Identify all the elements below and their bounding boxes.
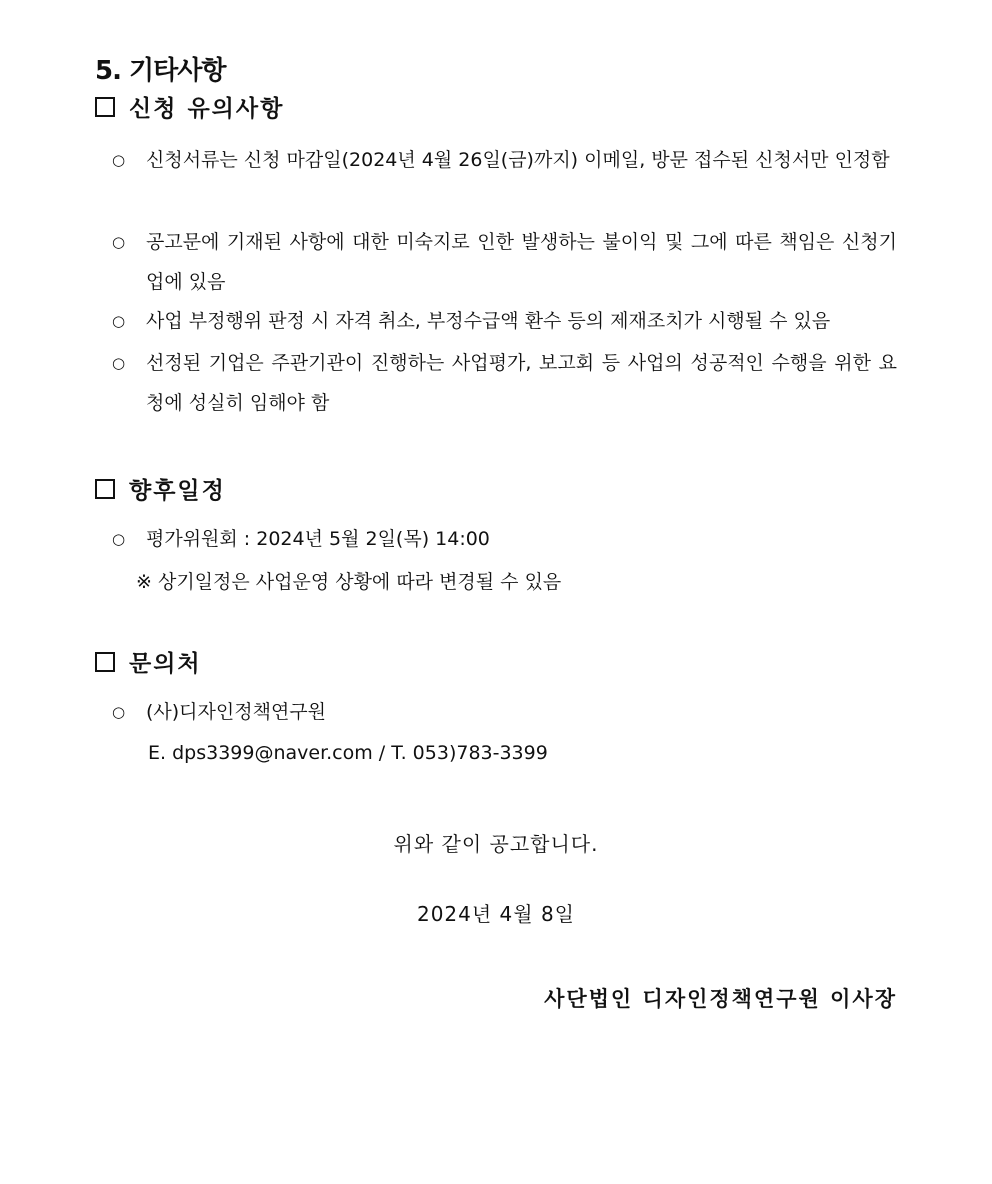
checkbox-square-icon (95, 652, 115, 672)
schedule-title-label: 향후일정 (129, 478, 226, 504)
schedule-note: ※ 상기일정은 사업운영 상황에 따라 변경될 수 있음 (136, 571, 562, 593)
section-heading: 5. 기타사항 (95, 56, 226, 86)
circle-bullet-icon: ○ (112, 354, 126, 372)
notice-item-4: 선정된 기업은 주관기관이 진행하는 사업평가, 보고회 등 사업의 성공적인 수행을 위한 요청에 성실히 임해야 함 (146, 352, 897, 414)
circle-bullet-icon: ○ (112, 151, 126, 169)
notice-item-3: 사업 부정행위 판정 시 자격 취소, 부정수급액 환수 등의 제재조치가 시행될 수 있음 (146, 310, 831, 332)
contact-org: (사)디자인정책연구원 (146, 701, 327, 723)
list-item (112, 140, 897, 180)
list-item (112, 222, 897, 302)
notice-item-1: 신청서류는 신청 마감일(2024년 4월 26일(금)까지) 이메일, 방문 접수된 신청서만 인정함 (146, 149, 890, 171)
contact-title-label: 문의처 (129, 651, 202, 677)
circle-bullet-icon: ○ (112, 233, 126, 251)
checkbox-square-icon (95, 479, 115, 499)
notice-title-label: 신청 유의사항 (129, 96, 285, 122)
checkbox-square-icon (95, 97, 115, 117)
list-item (112, 692, 897, 732)
notice-section-title (95, 90, 284, 123)
list-item (112, 519, 897, 559)
list-item (112, 301, 897, 341)
circle-bullet-icon: ○ (112, 312, 126, 330)
circle-bullet-icon: ○ (112, 703, 126, 721)
schedule-section-title (95, 472, 226, 505)
list-item (112, 343, 897, 423)
contact-detail: E. dps3399@naver.com / T. 053)783-3399 (148, 742, 548, 764)
circle-bullet-icon: ○ (112, 530, 126, 548)
closing-date: 2024년 4월 8일 (416, 902, 576, 926)
signature: 사단법인 디자인정책연구원 이사장 (544, 987, 897, 1011)
schedule-item: 평가위원회 : 2024년 5월 2일(목) 14:00 (146, 528, 490, 550)
closing-statement: 위와 같이 공고합니다. (393, 832, 599, 856)
contact-section-title (95, 645, 202, 678)
notice-item-2: 공고문에 기재된 사항에 대한 미숙지로 인한 발생하는 불이익 및 그에 따른 책임은 신청기업에 있음 (146, 231, 897, 293)
